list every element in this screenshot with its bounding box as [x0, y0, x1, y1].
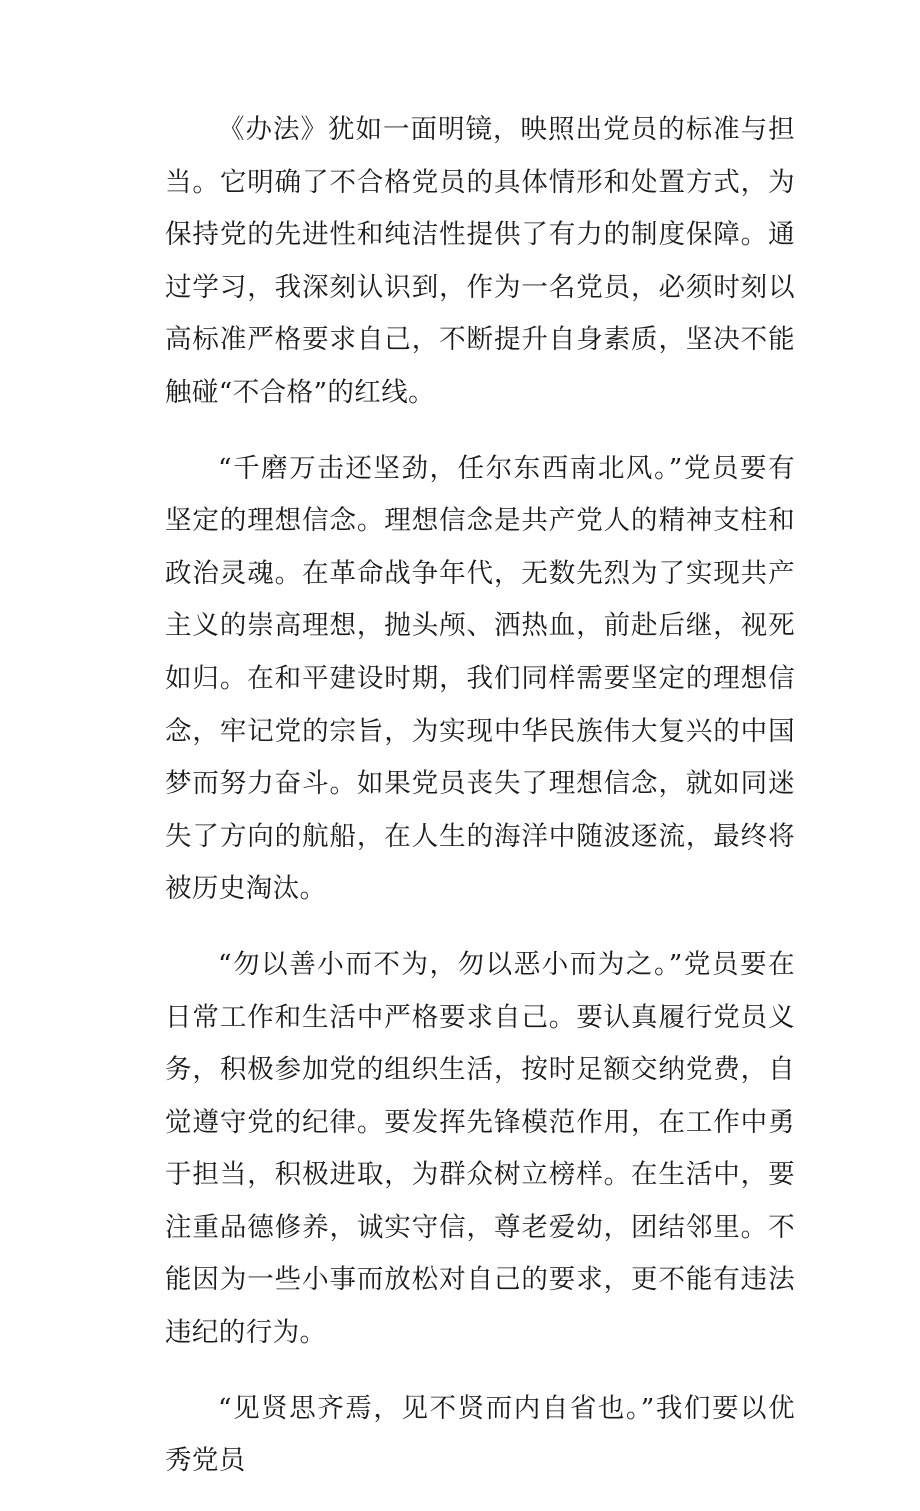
paragraph-2: “千磨万击还坚劲，任尔东西南北风。”党员要有坚定的理想信念。理想信念是共产党人的精神支柱和政治灵魂。在革命战争年代，无数先烈为了实现共产主义的崇高理想，抛头颅、洒热血，前赴后继，视死如归。在和平建设时期，我们同样需要坚定的理想信念，牢记党的宗旨，为实现中华民族伟大复兴的中国梦而努力奋斗。如果党员丧失了理想信念，就如同迷失了方向的航船，在人生的海洋中随波逐流，最终将被历史淘汰。 [165, 452, 795, 905]
paragraph-4: “见贤思齐焉，见不贤而内自省也。”我们要以优秀党员 [165, 1392, 795, 1477]
paragraph-1: 《办法》犹如一面明镜，映照出党员的标准与担当。它明确了不合格党员的具体情形和处置方式，为保持党的先进性和纯洁性提供了有力的制度保障。通过学习，我深刻认识到，作为一名党员，必须时刻以高标准严格要求自己，不断提升自身素质，坚决不能触碰“不合格”的红线。 [165, 114, 795, 408]
paragraph-3: “勿以善小而不为，勿以恶小而为之。”党员要在日常工作和生活中严格要求自己。要认真履行党员义务，积极参加党的组织生活，按时足额交纳党费，自觉遵守党的纪律。要发挥先锋模范作用，在工作中勇于担当，积极进取，为群众树立榜样。在生活中，要注重品德修养，诚实守信，尊老爱幼，团结邻里。不能因为一些小事而放松对自己的要求，更不能有违法违纪的行为。 [165, 948, 795, 1349]
document-body [165, 104, 795, 1511]
